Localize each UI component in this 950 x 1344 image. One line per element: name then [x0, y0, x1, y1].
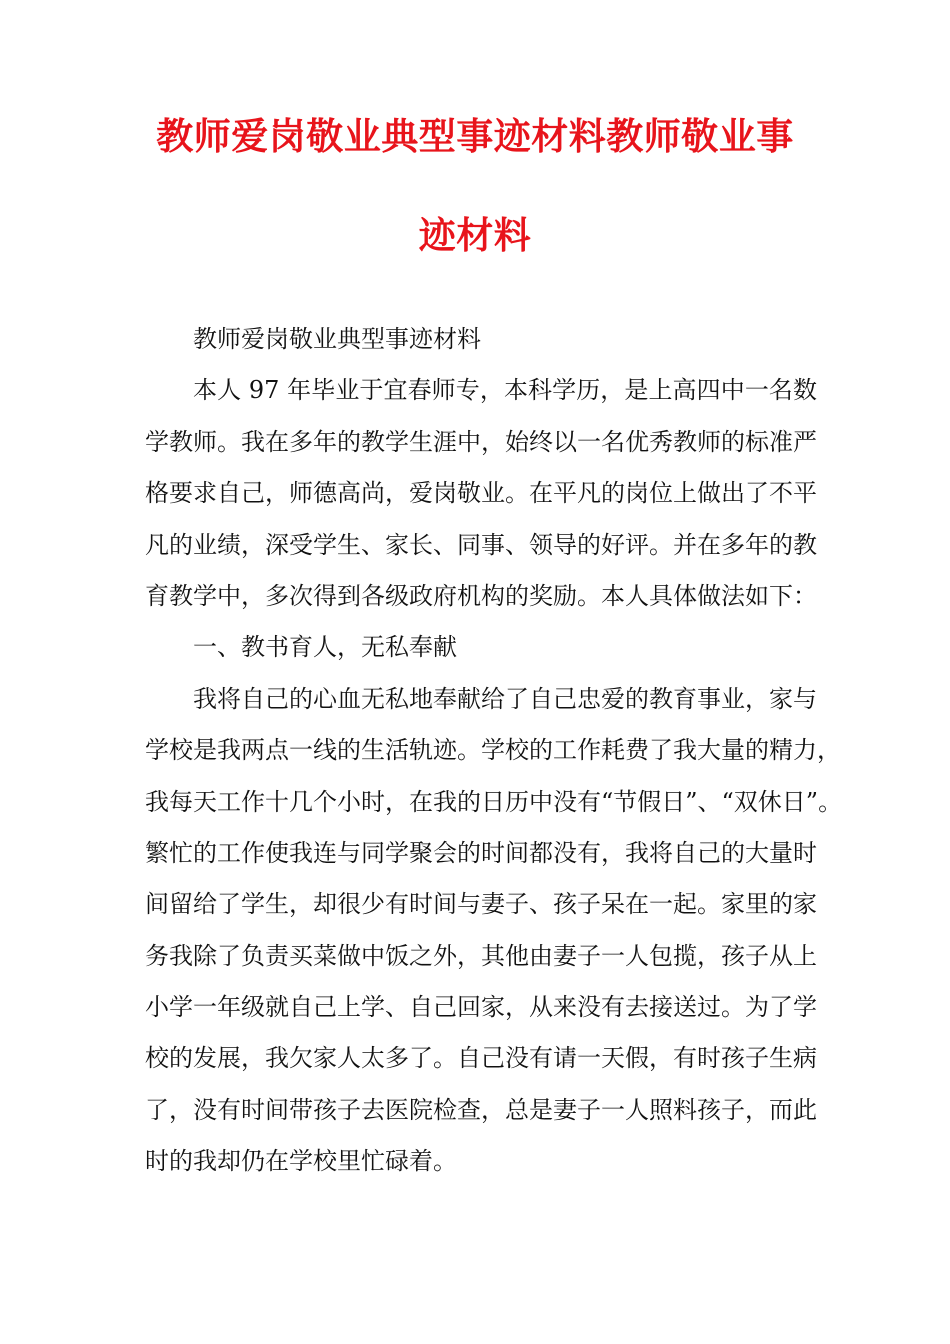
- body-text-line: 育教学中，多次得到各级政府机构的奖励。本人具体做法如下：: [145, 581, 817, 610]
- body-text-line: 了，没有时间带孩子去医院检查，总是妻子一人照料孩子，而此: [145, 1095, 817, 1124]
- body-text-line: 格要求自己，师德高尚，爱岗敬业。在平凡的岗位上做出了不平: [145, 479, 817, 508]
- body-text-line: 时的我却仍在学校里忙碌着。: [145, 1147, 457, 1176]
- body-text-line: 学校是我两点一线的生活轨迹。学校的工作耗费了我大量的精力，: [145, 736, 841, 765]
- document-title-line-1: 教师爱岗敬业典型事迹材料教师敬业事: [156, 114, 794, 158]
- body-text-line: 教师爱岗敬业典型事迹材料: [193, 325, 481, 353]
- body-text-line: 小学一年级就自己上学、自己回家，从来没有去接送过。为了学: [145, 993, 817, 1022]
- document-body: [145, 314, 843, 1188]
- body-text-line: 我每天工作十几个小时，在我的日历中没有“节假日”、“双休日”。: [145, 787, 843, 816]
- body-text-line: 校的发展，我欠家人太多了。自己没有请一天假，有时孩子生病: [145, 1044, 817, 1073]
- document-title-line-2: 迹材料: [418, 213, 532, 257]
- body-text-line: 我将自己的心血无私地奉献给了自己忠爱的教育事业，家与: [193, 684, 817, 713]
- body-text-line: 务我除了负责买菜做中饭之外，其他由妻子一人包揽，孩子从上: [145, 941, 817, 970]
- body-text-line: 本人 97 年毕业于宜春师专，本科学历，是上高四中一名数: [193, 376, 817, 405]
- body-text-line: 凡的业绩，深受学生、家长、同事、领导的好评。并在多年的教: [145, 530, 817, 559]
- body-text-line: 一、教书育人，无私奉献: [193, 633, 457, 662]
- body-text-line: 繁忙的工作使我连与同学聚会的时间都没有，我将自己的大量时: [145, 838, 817, 867]
- body-text-line: 间留给了学生，却很少有时间与妻子、孩子呆在一起。家里的家: [145, 890, 817, 919]
- body-text-line: 学教师。我在多年的教学生涯中，始终以一名优秀教师的标准严: [145, 427, 817, 456]
